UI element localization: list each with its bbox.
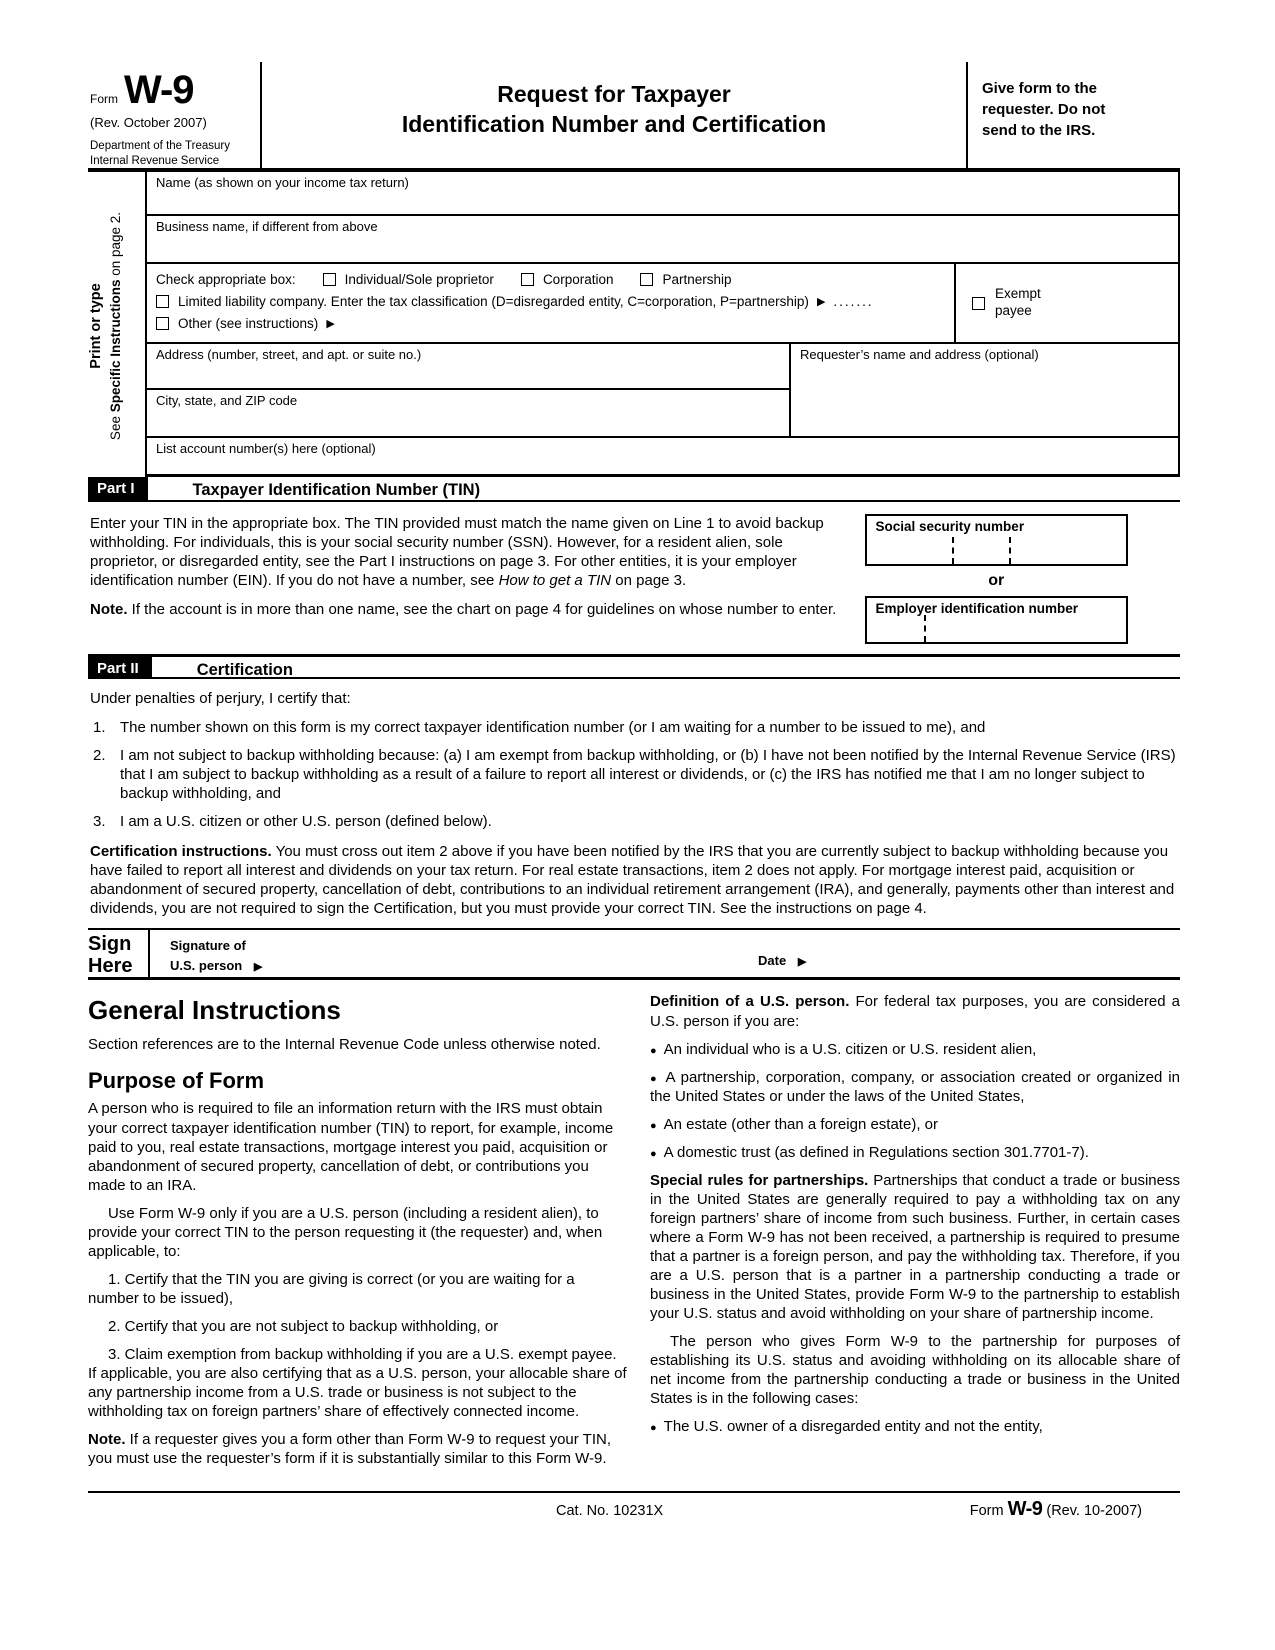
part1-title: Taxpayer Identification Number (TIN) <box>192 481 481 499</box>
service-line: Internal Revenue Service <box>90 154 220 167</box>
purpose-list-item: 3. Claim exemption from backup withholding if you are a U.S. exempt payee. If applicable, you are also certifying that as a U.S. person, your allocable share of any partnership income from a U.S. trade or business is not subject to the withholding tax on foreign partners’ share of effectively connected income. <box>88 1345 627 1421</box>
certification-item: 1. The number shown on this form is my correct taxpayer identification number (or I am waiting for a number to be issued to me), and <box>93 719 986 737</box>
name-label: Name (as shown on your income tax return) <box>156 175 409 190</box>
ssn-divider <box>952 537 954 564</box>
individual-label: Individual/Sole proprietor <box>344 272 494 287</box>
entity-type-section <box>147 264 1178 344</box>
arrow-right-icon: ▶ <box>797 955 807 968</box>
instructions-left-column <box>88 992 628 1477</box>
entity-type-checkboxes <box>147 264 954 342</box>
certification-instructions: Certification instructions. You must cross out item 2 above if you have been notified by the IRS that you are currently subject to backup withholding because you have failed to report all interest and dividends on your tax return. For real estate transactions, item 2 does not apply. For mortgage interest paid, acquisition or abandonment of secured property, cancellation of debt, contributions to an individual retirement arrangement (IRA), and generally, payments other than interest and dividends, you are not required to sign the Certification, but you must provide your correct TIN. See the instructions on page 4. <box>90 843 1175 918</box>
part1-header <box>88 477 1180 502</box>
arrow-right-icon: ▶ <box>326 318 335 330</box>
llc-label: Limited liability company. Enter the tax classification (D=disregarded entity, C=corporation, P=partnership) <box>178 294 809 309</box>
other-checkbox[interactable] <box>156 317 169 330</box>
part1-body <box>88 502 1180 654</box>
sidebar-see-instructions: See Specific Instructions on page 2. <box>108 211 123 441</box>
ein-label: Employer identification number <box>875 601 1079 616</box>
purpose-list-item: 2. Certify that you are not subject to backup withholding, or <box>108 1317 499 1335</box>
page-footer <box>88 1491 1180 1521</box>
partnership-label: Partnership <box>662 272 732 287</box>
bullet-item: ● A partnership, corporation, company, or association created or organized in the United States or under the laws of the United States, <box>650 1068 1180 1105</box>
bullet-icon: ● <box>650 1147 657 1160</box>
ein-divider <box>924 615 926 642</box>
other-label: Other (see instructions) <box>178 316 319 331</box>
partnership-paragraph: The person who gives Form W-9 to the partnership for purposes of establishing its U.S. status and avoiding withholding on its allocable share of net income from the partnership conducting a trade or business in the United States is in the following cases: <box>650 1333 1180 1408</box>
instructions-right-column <box>650 992 1180 1477</box>
fields-table <box>145 172 1180 477</box>
part2-title: Certification <box>196 661 293 679</box>
bullet-item: ● An individual who is a U.S. citizen or U.S. resident alien, <box>650 1040 1037 1058</box>
check-appropriate-box-label: Check appropriate box: <box>156 272 296 287</box>
form-title <box>262 62 966 168</box>
note-paragraph: Note. If a requester gives you a form other than Form W-9 to request your TIN, you must use the requester’s form if it is substantially similar to this Form W-9. <box>88 1431 611 1468</box>
arrow-right-icon: ▶ <box>253 960 263 973</box>
address-city-column <box>147 344 789 436</box>
give-form-box <box>966 62 1180 168</box>
arrow-right-icon: ▶ <box>816 296 826 308</box>
catalog-number: Cat. No. 10231X <box>556 1503 664 1520</box>
department-line: Department of the Treasury <box>90 140 230 152</box>
sidebar-print-or-type: Print or type <box>88 283 104 369</box>
llc-checkbox[interactable] <box>156 295 169 308</box>
purpose-paragraph: A person who is required to file an information return with the IRS must obtain your correct taxpayer identification number (TIN) to report, for example, income paid to you, real estate transactions, mortgage interest you paid, acquisition or abandonment of secured property, cancellation of debt, or contributions you made to an IRA. <box>88 1100 614 1194</box>
account-numbers-label: List account number(s) here (optional) <box>156 441 376 456</box>
individual-checkbox[interactable] <box>323 273 336 286</box>
footer-form-number: W-9 <box>1007 1498 1043 1521</box>
footer-form-id: Form W-9 (Rev. 10-2007) <box>969 1498 1142 1521</box>
purpose-of-form-title: Purpose of Form <box>88 1067 265 1093</box>
form-number: W-9 <box>124 68 194 112</box>
taxpayer-info-section <box>88 168 1180 477</box>
bullet-item: ● A domestic trust (as defined in Regulations section 301.7701-7). <box>650 1143 1089 1161</box>
ssn-label: Social security number <box>875 519 1025 534</box>
certification-item: 3. I am a U.S. citizen or other U.S. person (defined below). <box>93 813 492 831</box>
general-intro: Section references are to the Internal Revenue Code unless otherwise noted. <box>88 1036 601 1054</box>
business-name-label: Business name, if different from above <box>156 219 378 234</box>
city-state-zip-field[interactable] <box>147 390 789 436</box>
address-requester-section <box>147 344 1178 438</box>
form-header <box>88 62 1180 168</box>
exempt-payee-checkbox[interactable] <box>972 297 985 310</box>
general-instructions-title: General Instructions <box>88 995 341 1026</box>
date-field[interactable]: Date ▶ <box>758 952 807 968</box>
address-label: Address (number, street, and apt. or suite no.) <box>156 347 422 362</box>
city-state-zip-label: City, state, and ZIP code <box>156 393 298 408</box>
bullet-item: ● The U.S. owner of a disregarded entity and not the entity, <box>650 1418 1043 1436</box>
form-id-block <box>88 62 262 168</box>
partnership-checkbox[interactable] <box>640 273 653 286</box>
address-field[interactable] <box>147 344 789 390</box>
part1-note: Note. If the account is in more than one name, see the chart on page 4 for guidelines on whose number to enter. <box>90 601 837 619</box>
give-form-text: Give form to the requester. Do not send to the IRS. <box>982 80 1106 139</box>
signature-of-label: Signature of <box>170 938 246 954</box>
part1-paragraph: Enter your TIN in the appropriate box. The TIN provided must match the name given on Line 1 to avoid backup withholding. For individuals, this is your social security number (SSN). However, for a resident alien, sole proprietor, or disregarded entity, see the Part I instructions on page 3. For other entities, it is your employer identification number (EIN). If you do not have a number, see How to get a TIN on page 3. <box>90 515 824 590</box>
bullet-item: ● An estate (other than a foreign estate), or <box>650 1115 938 1133</box>
part2-badge: Part II <box>88 657 152 677</box>
ssn-divider <box>1009 537 1011 564</box>
ssn-input-box[interactable] <box>865 514 1128 566</box>
revision-date: (Rev. October 2007) <box>90 115 207 130</box>
part2-body <box>88 679 1180 928</box>
how-to-get-tin-reference: How to get a TIN <box>498 572 612 590</box>
or-text: or <box>988 572 1005 589</box>
form-title-line2: Identification Number and Certification <box>401 110 827 137</box>
signature-field[interactable]: U.S. person ▶ <box>170 957 263 973</box>
corporation-label: Corporation <box>542 272 614 287</box>
bullet-icon: ● <box>650 1072 659 1085</box>
business-name-field[interactable] <box>147 216 1178 264</box>
definition-paragraph: Definition of a U.S. person. For federal tax purposes, you are considered a U.S. person if you are: <box>650 993 1180 1030</box>
exempt-payee-cell <box>954 264 1178 342</box>
tin-boxes <box>851 514 1180 644</box>
bullet-icon: ● <box>650 1119 657 1132</box>
part1-badge: Part I <box>88 477 148 500</box>
print-or-type-sidebar <box>88 172 145 477</box>
llc-classification-field[interactable]: ....... <box>833 294 874 309</box>
name-field[interactable] <box>147 172 1178 216</box>
requester-label: Requester’s name and address (optional) <box>800 347 1039 362</box>
part2-header <box>88 654 1180 679</box>
purpose-list-item: 1. Certify that the TIN you are giving is correct (or you are waiting for a number to be issued), <box>88 1270 575 1307</box>
ein-input-box[interactable] <box>865 596 1128 644</box>
purpose-paragraph: Use Form W-9 only if you are a U.S. person (including a resident alien), to provide your correct TIN to the person requesting it (the requester) and, when applicable, to: <box>88 1204 603 1260</box>
corporation-checkbox[interactable] <box>521 273 534 286</box>
sign-here-section <box>88 928 1180 980</box>
form-word: Form <box>90 92 118 106</box>
form-title-line1: Request for Taxpayer <box>497 81 731 107</box>
signature-area <box>150 930 1180 977</box>
requester-field[interactable] <box>789 344 1178 436</box>
sign-here-label: Sign Here <box>88 933 133 978</box>
account-numbers-field[interactable] <box>147 438 1178 474</box>
special-rules-paragraph: Special rules for partnerships. Partnerships that conduct a trade or business in the United States are generally required to pay a withholding tax on any foreign partners’ share of income from such business. Further, in certain cases where a Form W-9 has not been received, a partnership is required to presume that a partner is a foreign person, and pay the withholding tax. Therefore, if you are a U.S. person that is a partner in a partnership conducting a trade or business in the United States, provide Form W-9 to the partnership to establish your U.S. status and avoid withholding on your share of partnership income. <box>650 1171 1180 1323</box>
instructions-section <box>88 992 1180 1477</box>
exempt-payee-label: Exempt payee <box>995 286 1041 318</box>
certification-item: 2. I am not subject to backup withholding because: (a) I am exempt from backup withholding, or (b) I have not been notified by the Internal Revenue Service (IRS) that I am subject to backup withholding as a result of a failure to report all interest or dividends, or (c) the IRS has notified me that I am no longer subject to backup withholding, and <box>93 747 1176 803</box>
certification-intro: Under penalties of perjury, I certify that: <box>90 690 351 707</box>
part1-instructions <box>90 514 851 644</box>
bullet-icon: ● <box>650 1422 657 1435</box>
bullet-icon: ● <box>650 1044 657 1057</box>
